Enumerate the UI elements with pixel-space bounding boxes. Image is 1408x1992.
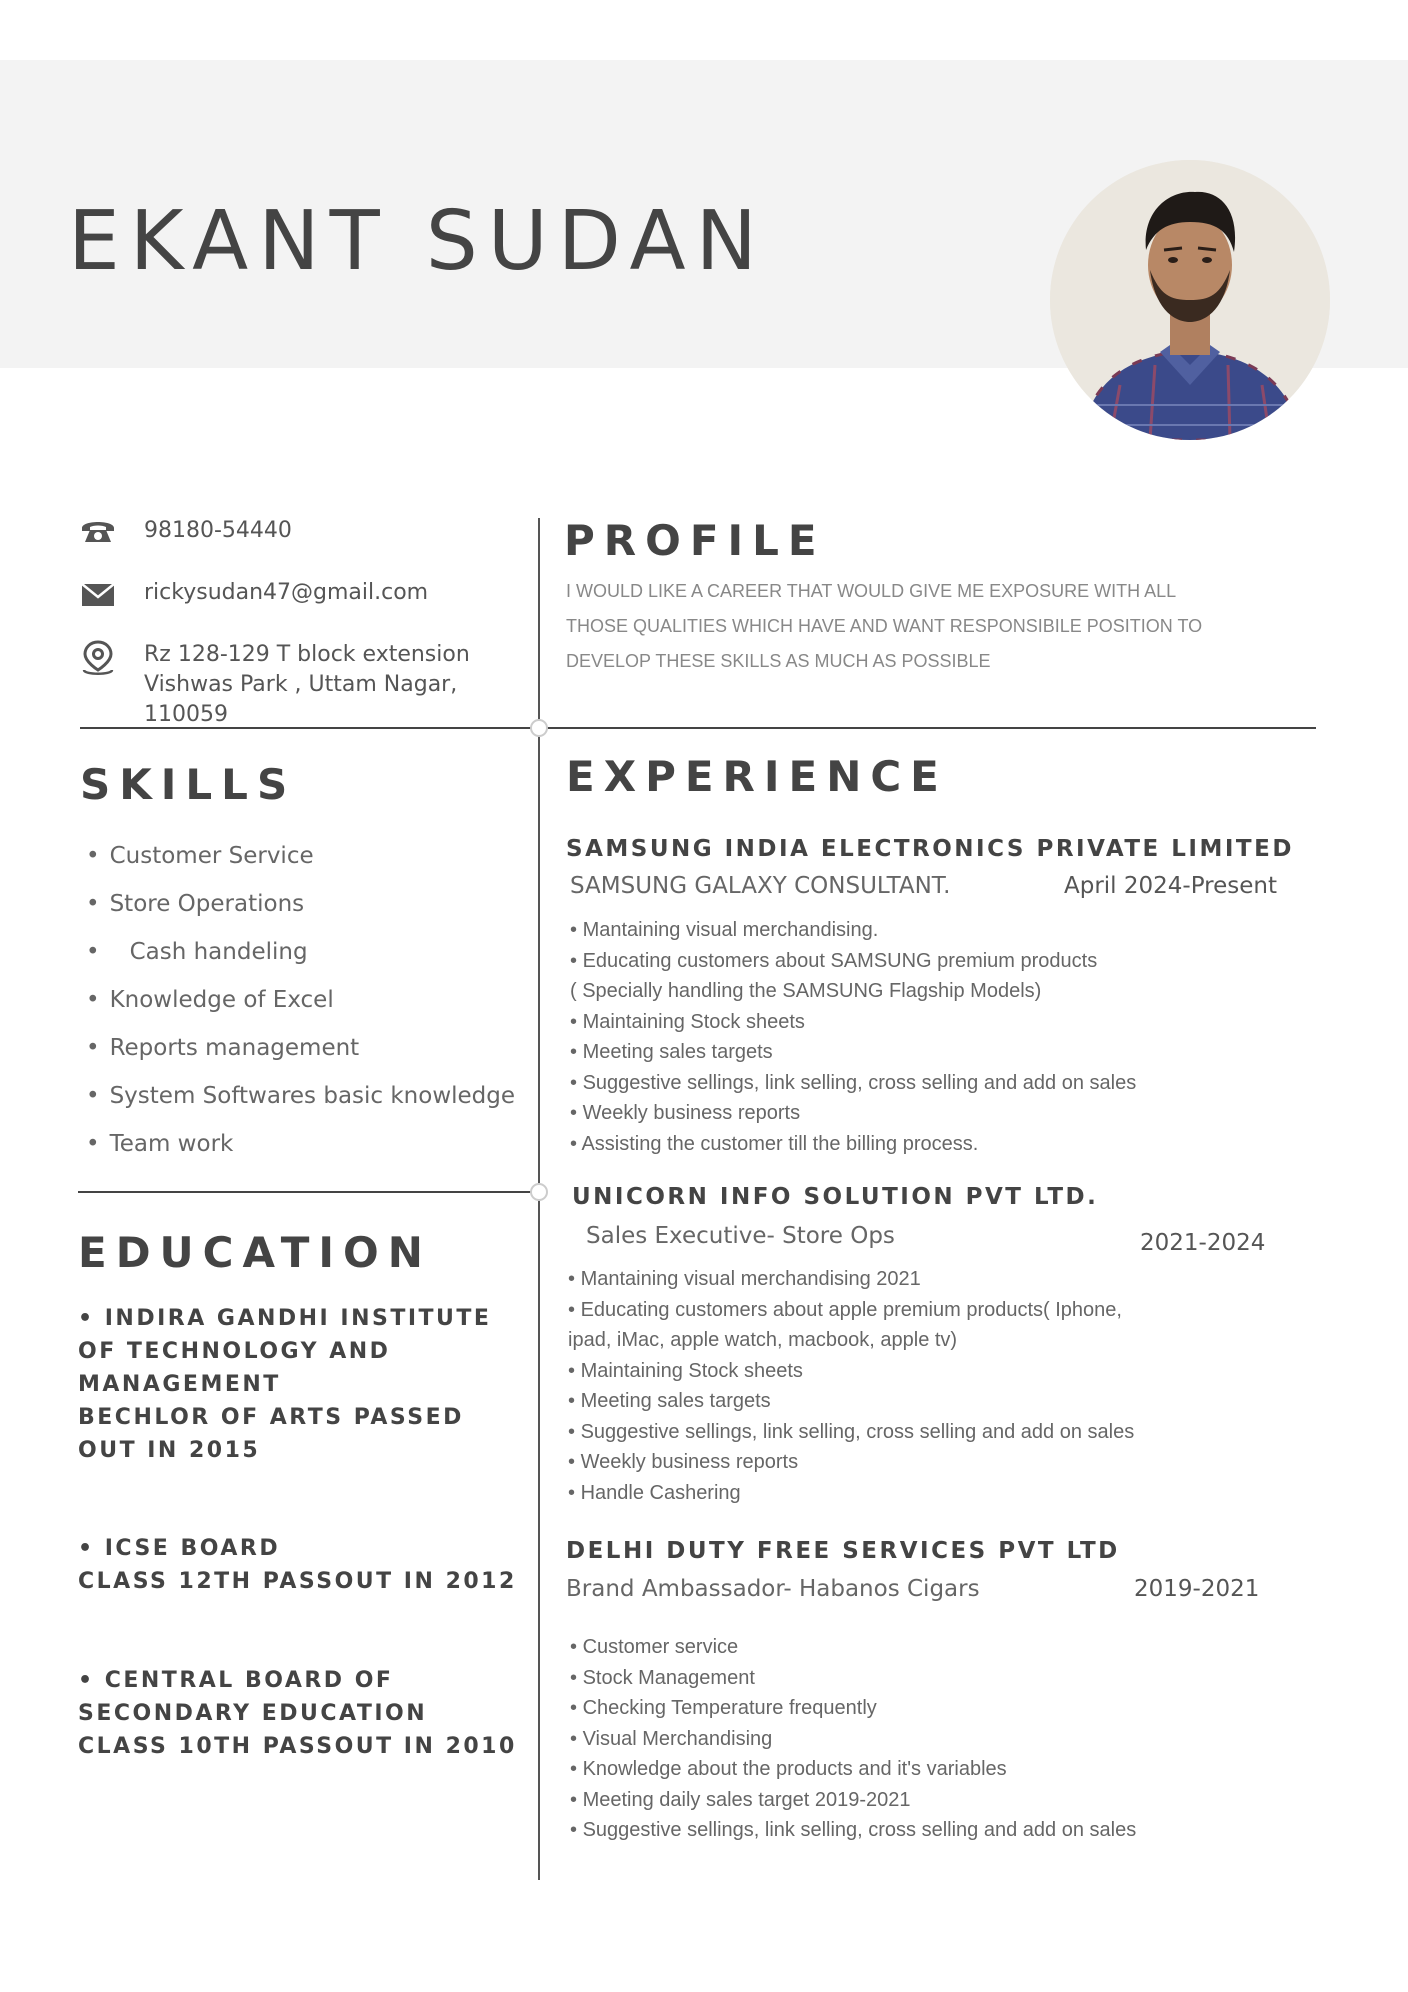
job-period: 2021-2024 xyxy=(1140,1230,1266,1256)
contact-phone xyxy=(78,516,292,548)
postal-address: Rz 128-129 T block extension Vishwas Park , Uttam Nagar, 110059 xyxy=(144,642,470,727)
horizontal-divider-left xyxy=(78,1191,538,1193)
duty-item: • Maintaining Stock sheets xyxy=(568,1356,1134,1387)
duty-item: • Suggestive sellings, link selling, cross selling and add on sales xyxy=(568,1417,1134,1448)
job-company: UNICORN INFO SOLUTION PVT LTD. xyxy=(572,1184,1099,1210)
candidate-name: EKANT SUDAN xyxy=(68,194,767,289)
job-period: April 2024-Present xyxy=(1064,873,1278,899)
skill-item: • Team work xyxy=(86,1120,515,1168)
duty-item: • Mantaining visual merchandising. xyxy=(570,915,1136,946)
skill-item: • System Softwares basic knowledge xyxy=(86,1072,515,1120)
duty-item: • Weekly business reports xyxy=(570,1098,1136,1129)
profile-summary xyxy=(566,574,1306,679)
job-role: Brand Ambassador- Habanos Cigars xyxy=(566,1576,980,1602)
experience-heading: EXPERIENCE xyxy=(566,752,948,801)
divider-node xyxy=(530,1183,548,1201)
education-entry: • CENTRAL BOARD OF SECONDARY EDUCATION CLASS 10TH PASSOUT IN 2010 xyxy=(78,1668,517,1759)
divider-node xyxy=(530,719,548,737)
duty-item: • Educating customers about SAMSUNG premium products xyxy=(570,946,1136,977)
duty-item: • Meeting daily sales target 2019-2021 xyxy=(570,1785,1136,1816)
contact-email xyxy=(78,578,428,610)
skill-item: • Customer Service xyxy=(86,832,515,880)
duty-item: • Checking Temperature frequently xyxy=(570,1693,1136,1724)
duty-item: • Visual Merchandising xyxy=(570,1724,1136,1755)
profile-line: DEVELOP THESE SKILLS AS MUCH AS POSSIBLE xyxy=(566,651,991,671)
duty-item: • Assisting the customer till the billing process. xyxy=(570,1129,1136,1160)
education-entry: • ICSE BOARD CLASS 12TH PASSOUT IN 2012 xyxy=(78,1536,517,1594)
duty-item: • Handle Cashering xyxy=(568,1478,1134,1509)
contact-address xyxy=(78,640,470,730)
duty-item: ( Specially handling the SAMSUNG Flagship Models) xyxy=(570,980,1042,1002)
skill-item: • Store Operations xyxy=(86,880,515,928)
duty-item: • Knowledge about the products and it's variables xyxy=(570,1754,1136,1785)
person-photo-icon xyxy=(1050,160,1330,440)
duty-item: • Maintaining Stock sheets xyxy=(570,1007,1136,1038)
education-entry: • INDIRA GANDHI INSTITUTE OF TECHNOLOGY AND MANAGEMENT BECHLOR OF ARTS PASSED OUT IN 2015 xyxy=(78,1306,492,1463)
education-heading: EDUCATION xyxy=(78,1228,432,1277)
profile-heading: PROFILE xyxy=(564,516,826,565)
duty-item: • Stock Management xyxy=(570,1663,1136,1694)
skill-item: • Reports management xyxy=(86,1024,515,1072)
phone-icon xyxy=(78,516,118,548)
job-company: SAMSUNG INDIA ELECTRONICS PRIVATE LIMITED xyxy=(566,836,1294,862)
duty-item: • Educating customers about apple premium products( Iphone, xyxy=(568,1295,1134,1326)
job-role: SAMSUNG GALAXY CONSULTANT. xyxy=(570,873,951,899)
duty-item: ipad, iMac, apple watch, macbook, apple tv) xyxy=(568,1329,958,1351)
email-address: rickysudan47@gmail.com xyxy=(144,580,429,605)
skill-item: • Knowledge of Excel xyxy=(86,976,515,1024)
job-duties xyxy=(570,1632,1136,1846)
duty-item: • Meeting sales targets xyxy=(570,1037,1136,1068)
job-period: 2019-2021 xyxy=(1134,1576,1260,1602)
job-role: Sales Executive- Store Ops xyxy=(586,1223,895,1249)
job-duties xyxy=(570,915,1136,1159)
job-company: DELHI DUTY FREE SERVICES PVT LTD xyxy=(566,1538,1120,1564)
skills-list xyxy=(86,832,515,1168)
profile-photo xyxy=(1050,160,1330,440)
profile-line: THOSE QUALITIES WHICH HAVE AND WANT RESPONSIBILE POSITION TO xyxy=(566,616,1203,636)
skill-item: • Cash handeling xyxy=(86,928,515,976)
duty-item: • Suggestive sellings, link selling, cross selling and add on sales xyxy=(570,1815,1136,1846)
duty-item: • Suggestive sellings, link selling, cross selling and add on sales xyxy=(570,1068,1136,1099)
duty-item: • Customer service xyxy=(570,1632,1136,1663)
job-duties xyxy=(568,1264,1134,1508)
profile-line: I WOULD LIKE A CAREER THAT WOULD GIVE ME EXPOSURE WITH ALL xyxy=(566,581,1177,601)
location-pin-icon xyxy=(78,640,118,676)
phone-number: 98180-54440 xyxy=(144,518,292,543)
duty-item: • Meeting sales targets xyxy=(568,1386,1134,1417)
skills-heading: SKILLS xyxy=(80,760,297,809)
mail-icon xyxy=(78,578,118,610)
duty-item: • Mantaining visual merchandising 2021 xyxy=(568,1264,1134,1295)
duty-item: • Weekly business reports xyxy=(568,1447,1134,1478)
